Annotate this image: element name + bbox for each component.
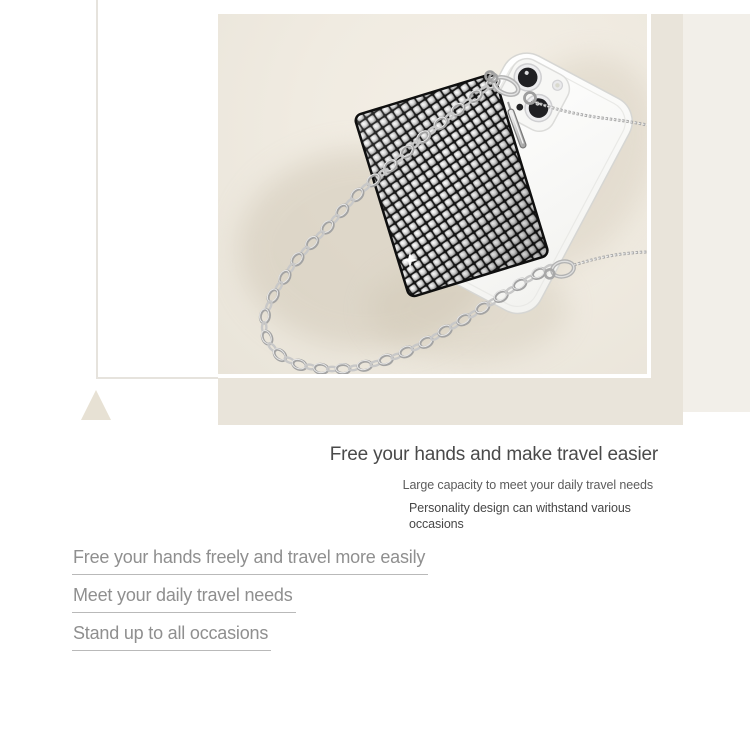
subline-personality: Personality design can withstand various occasions [409, 501, 631, 531]
bottom-frame-line [96, 377, 218, 379]
photo-side-strip [683, 14, 750, 412]
photo-footer-band [218, 378, 683, 425]
feature-row [72, 622, 428, 660]
feature-item-daily-needs: Meet your daily travel needs [72, 584, 296, 613]
triangle-icon [81, 390, 111, 420]
product-photo [218, 14, 647, 374]
product-illustration [218, 14, 647, 374]
feature-row [72, 584, 428, 622]
left-frame-line [96, 0, 98, 378]
subline-capacity: Large capacity to meet your daily travel needs [402, 478, 653, 492]
feature-row [72, 546, 428, 584]
photo-side-column [651, 14, 683, 378]
feature-list [72, 546, 428, 660]
feature-item-hands-free: Free your hands freely and travel more easily [72, 546, 428, 575]
feature-item-occasions: Stand up to all occasions [72, 622, 271, 651]
headline: Free your hands and make travel easier [329, 444, 658, 465]
